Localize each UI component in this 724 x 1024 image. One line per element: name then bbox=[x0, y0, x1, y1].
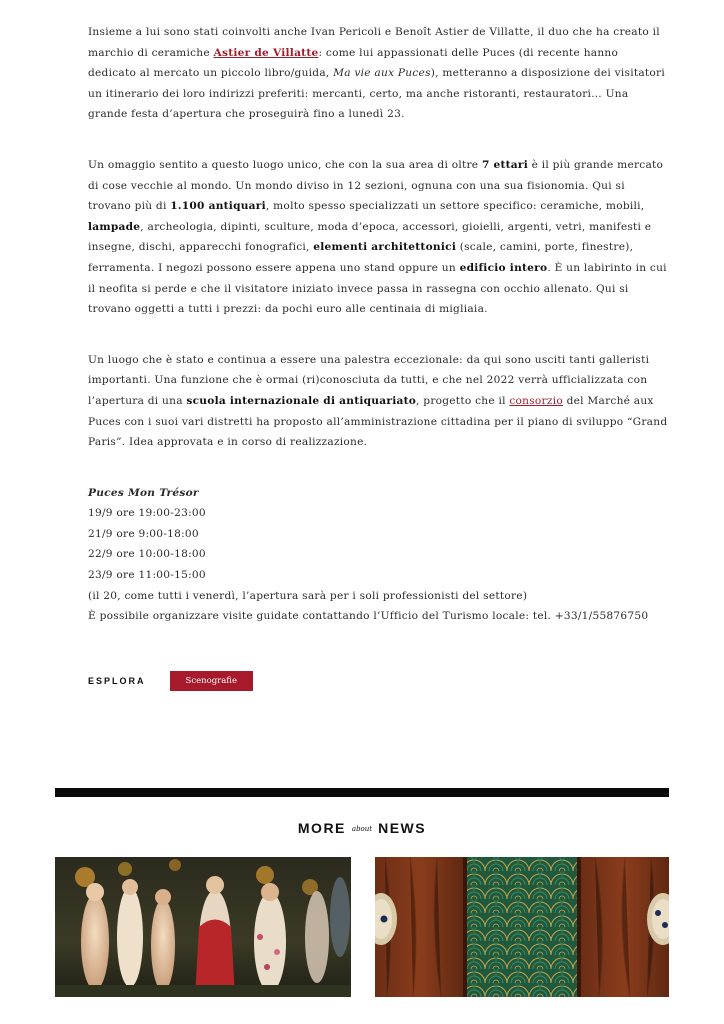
book-title: Ma vie aux Puces bbox=[333, 67, 431, 80]
event-date: 22/9 ore 10:00-18:00 bbox=[88, 548, 206, 561]
event-date: 19/9 ore 19:00-23:00 bbox=[88, 507, 206, 520]
tag-scenografie[interactable]: Scenografie bbox=[170, 671, 253, 691]
paragraph-1 bbox=[88, 22, 668, 125]
bold-text: 1.100 antiquari bbox=[170, 200, 266, 213]
paragraph-3 bbox=[88, 350, 668, 453]
text: , archeologia, dipinti, sculture, moda d’epoca, accessori, gioielli, argenti, vetri, manifesti e insegne, dischi, apparecchi fonografici, bbox=[88, 220, 652, 254]
text: . È un labirinto in cui il neofita si perde e che il visitatore iniziato invece passa in rassegna con occhio allenato. Qui si trovano oggetti a tutti i prezzi: da pochi euro alle centinaia di migliaia. bbox=[88, 261, 667, 316]
bold-text: edificio intero bbox=[459, 261, 548, 274]
text: Un luogo che è stato e continua a essere una palestra eccezionale: da qui sono usciti tanti galleristi importanti. Una funzione che è ormai (ri)conosciuta da tutti, e che nel 2022 verrà ufficializzata con l’apertura di una bbox=[88, 353, 650, 407]
event-date: 23/9 ore 11:00-15:00 bbox=[88, 569, 206, 582]
text: : come lui appassionati delle Puces (di recente hanno dedicato al mercato un piccolo libro/guida, bbox=[88, 46, 619, 80]
bold-text: scuola internazionale di antiquariato bbox=[186, 394, 417, 407]
bold-text: 7 ettari bbox=[481, 158, 528, 171]
text: ), metteranno a disposizione dei visitatori un itinerario dei loro indirizzi preferiti: mercanti, certo, ma anche ristoranti, restauratori… Una grande festa d’apertura che proseguirà fino a lunedì 23. bbox=[88, 67, 665, 121]
news-card-painting[interactable] bbox=[55, 857, 351, 997]
bold-text: lampade bbox=[88, 220, 141, 233]
event-info bbox=[88, 483, 668, 627]
text: è il più grande mercato di cose vecchie al mondo. Un mondo diviso in 12 sezioni, ognuna con una sua fisionomia. Qui si trovano più di bbox=[88, 158, 664, 213]
news-card-interior[interactable] bbox=[375, 857, 669, 997]
text: (scale, camini, porte, finestre), ferramenta. I negozi possono essere appena uno stand oppure un bbox=[88, 241, 634, 274]
explore-label: ESPLORA bbox=[88, 676, 146, 686]
text: del Marché aux Puces con i suoi vari distretti ha proposto all’amministrazione cittadina per il piano di sviluppo “Grand Paris”. Idea approvata e in corso di realizzazione. bbox=[88, 394, 668, 449]
event-contact: È possibile organizzare visite guidate contattando l’Ufficio del Turismo locale: tel. +33/1/55876750 bbox=[88, 610, 649, 623]
news-word: NEWS bbox=[378, 820, 427, 836]
about-word: about bbox=[351, 825, 373, 833]
paragraph-2 bbox=[88, 155, 668, 320]
event-note: (il 20, come tutti i venerdì, l’apertura sarà per i soli professionisti del settore) bbox=[88, 589, 528, 602]
text: , molto spesso specializzati un settore specifico: ceramiche, mobili, bbox=[265, 200, 645, 213]
consorzio-link[interactable]: consorzio bbox=[509, 394, 563, 407]
text: Un omaggio sentito a questo luogo unico, che con la sua area di oltre bbox=[88, 158, 482, 171]
more-word: MORE bbox=[297, 820, 346, 836]
astier-de-villatte-link[interactable]: Astier de Villatte bbox=[213, 46, 319, 59]
article-body bbox=[88, 22, 668, 627]
more-about-news-heading bbox=[0, 820, 724, 838]
event-date: 21/9 ore 9:00-18:00 bbox=[88, 527, 199, 540]
bold-text: elementi architettonici bbox=[313, 241, 457, 254]
text: , progetto che il bbox=[416, 394, 510, 407]
section-divider bbox=[55, 788, 669, 797]
painting-image bbox=[55, 857, 351, 997]
explore-section bbox=[88, 669, 253, 693]
cabinet-image bbox=[375, 857, 669, 997]
text: Insieme a lui sono stati coinvolti anche Ivan Pericoli e Benoît Astier de Villatte, il duo che ha creato il marchio di ceramiche bbox=[88, 26, 660, 59]
event-title: Puces Mon Trésor bbox=[88, 486, 199, 499]
